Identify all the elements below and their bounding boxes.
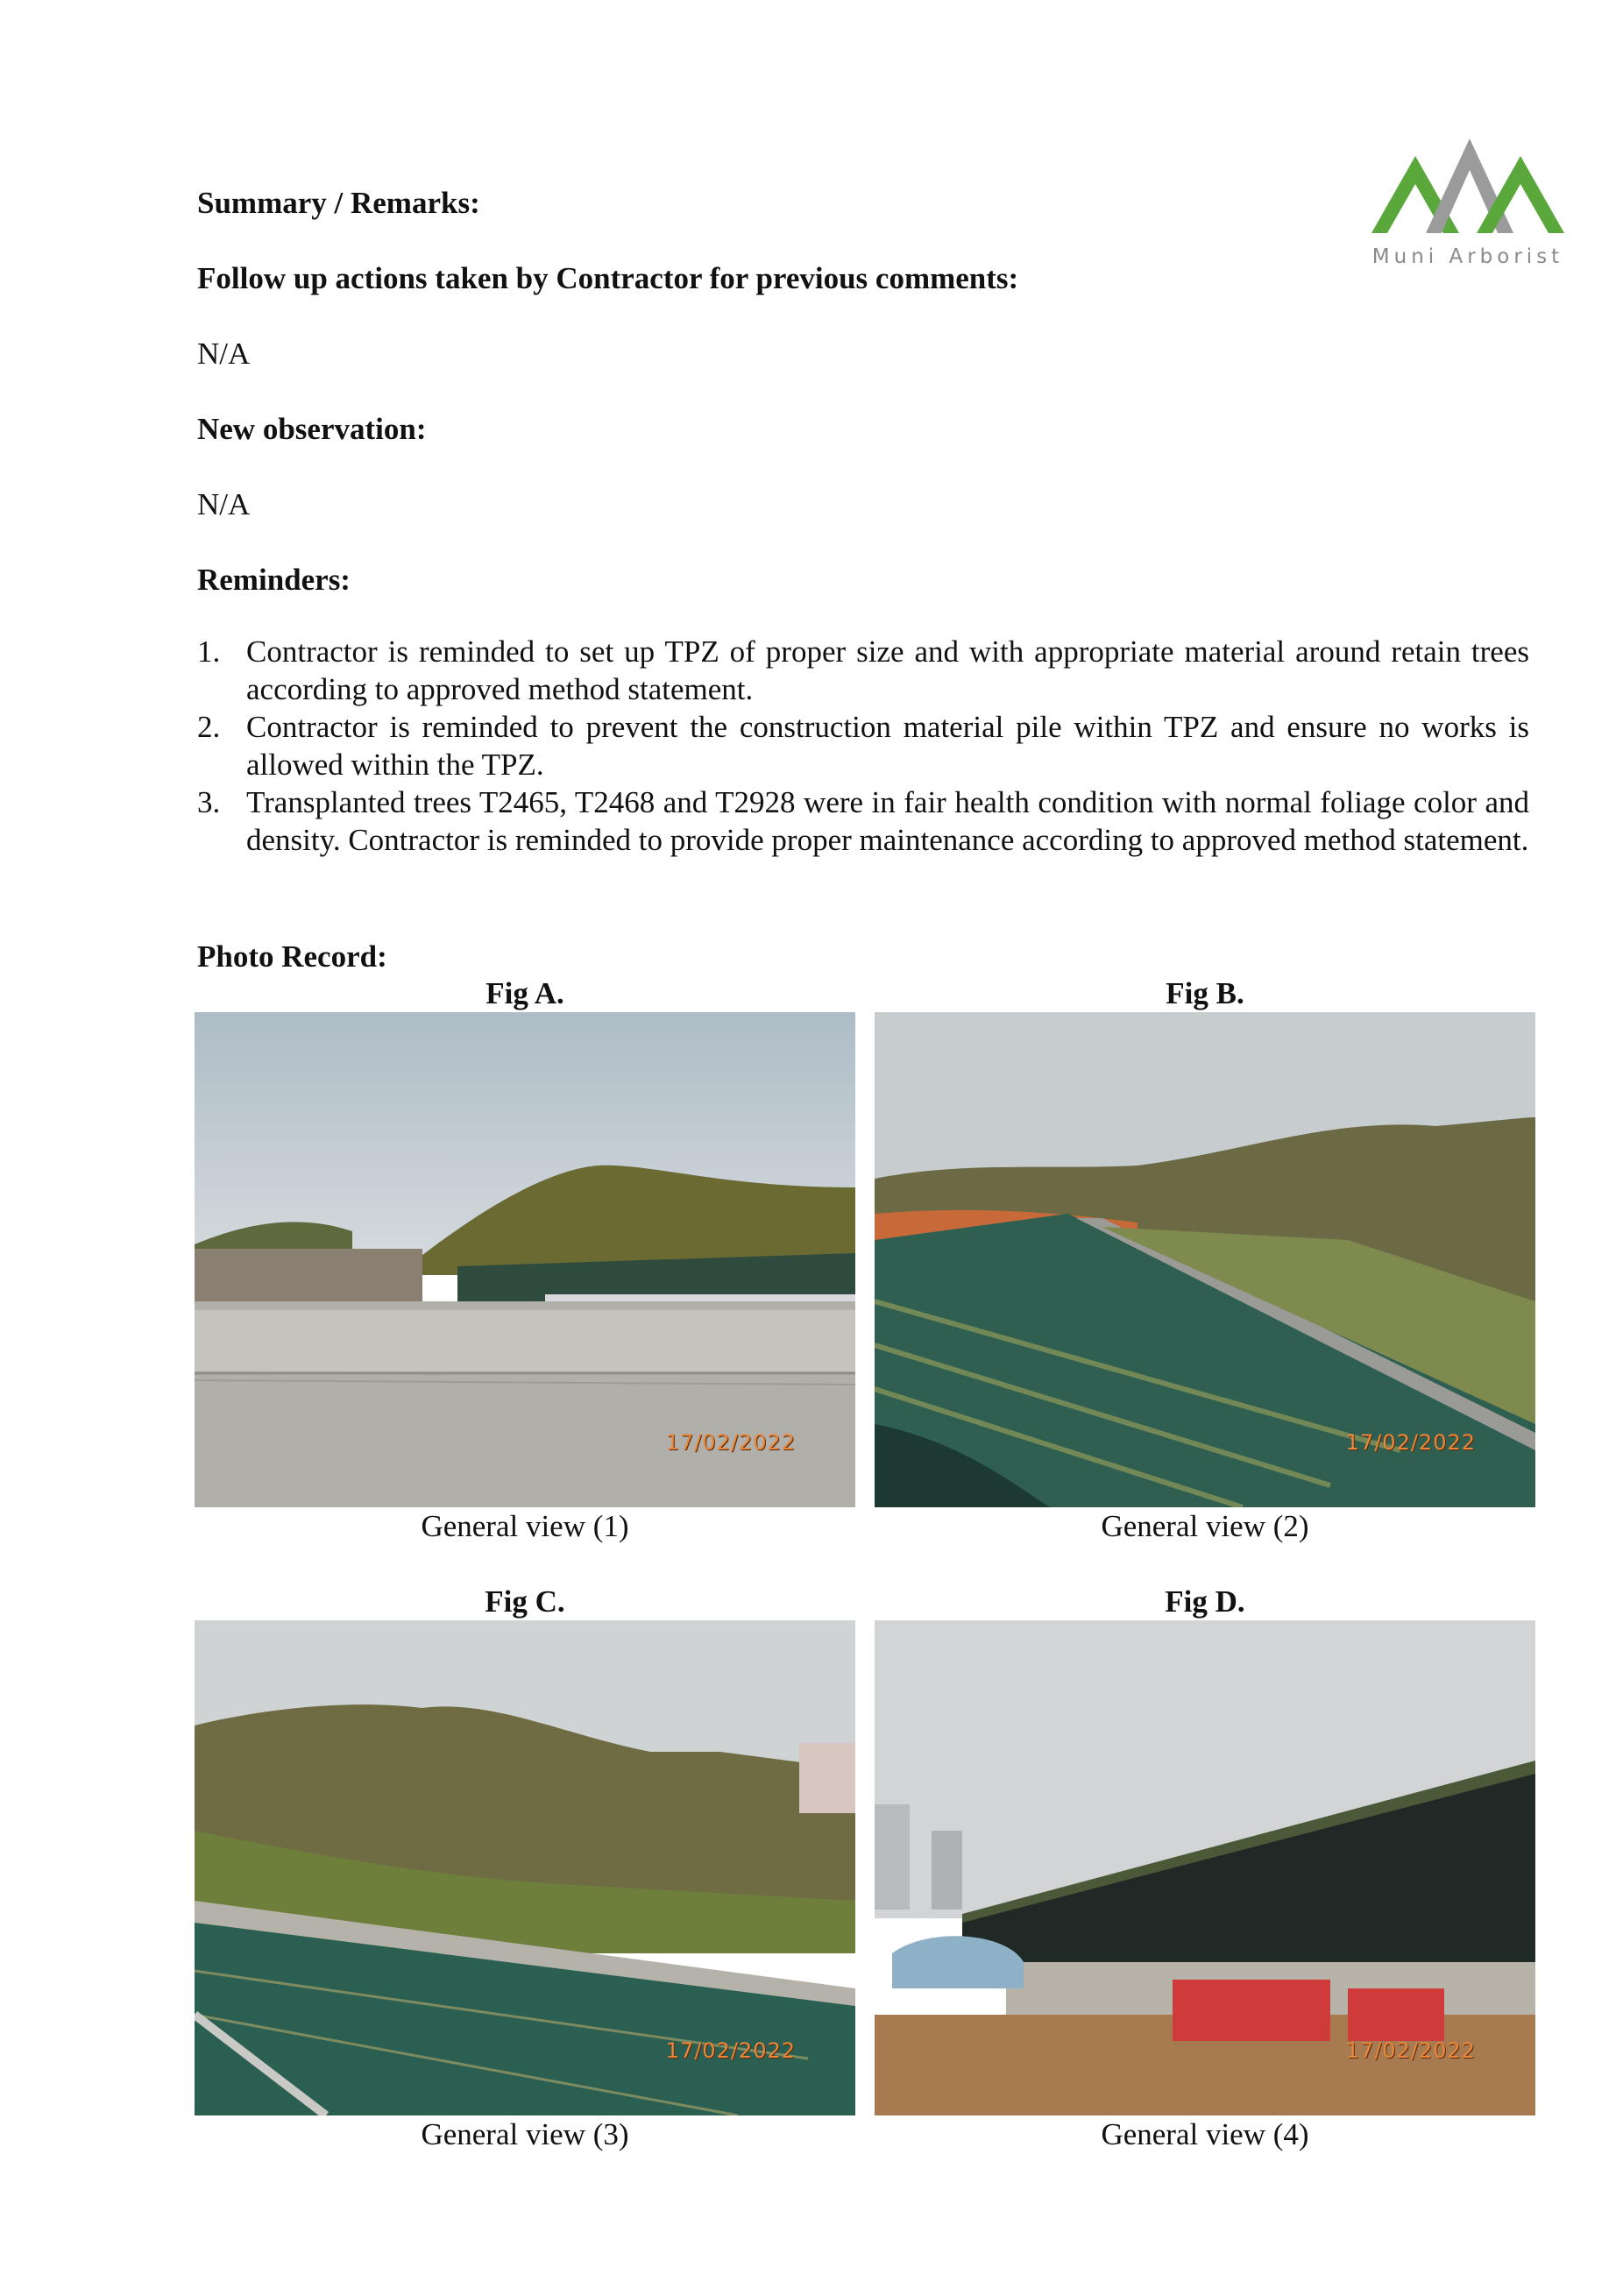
date-stamp: 17/02/2022 [665,1430,796,1455]
fig-c-caption: General view (3) [421,2117,629,2151]
muni-arborist-logo [1363,130,1573,279]
reminder-item: 1. Contractor is reminded to set up TPZ of proper size and with appropriate material around retain trees according to approved method statement. [197,634,1529,706]
fig-d-label: Fig D. [1165,1584,1245,1619]
reminder-item: 3. Transplanted trees T2465, T2468 and T2928 were in fair health condition with normal foliage color and density. Contractor is reminded to provide proper maintenance according to approved method statement. [197,785,1529,857]
date-stamp: 17/02/2022 [1345,1430,1476,1455]
reminders-heading: Reminders: [197,563,351,597]
new-observation-text: N/A [197,487,251,521]
summary-heading: Summary / Remarks: [197,186,480,220]
photo-record-heading: Photo Record: [197,939,387,974]
fig-b-label: Fig B. [1166,976,1244,1010]
follow-up-heading: Follow up actions taken by Contractor for previous comments: [197,261,1019,295]
logo-wordmark: Muni Arborist [1371,245,1564,268]
date-stamp: 17/02/2022 [665,2038,796,2063]
follow-up-text: N/A [197,337,251,371]
reminder-item: 2. Contractor is reminded to prevent the construction material pile within TPZ and ensure no works is allowed within the TPZ. [197,710,1529,782]
photo-fig-d [875,1620,1535,2115]
photo-fig-c [195,1620,855,2115]
fig-d-caption: General view (4) [1101,2117,1309,2151]
photo-fig-b [875,1012,1535,1507]
fig-c-label: Fig C. [485,1584,565,1619]
logo-mark-icon [1363,130,1573,239]
date-stamp: 17/02/2022 [1345,2038,1476,2063]
fig-a-label: Fig A. [485,976,564,1010]
new-observation-heading: New observation: [197,412,427,446]
photo-fig-a [195,1012,855,1507]
fig-b-caption: General view (2) [1101,1509,1309,1543]
fig-a-caption: General view (1) [421,1509,629,1543]
reminders-list [197,633,1529,859]
